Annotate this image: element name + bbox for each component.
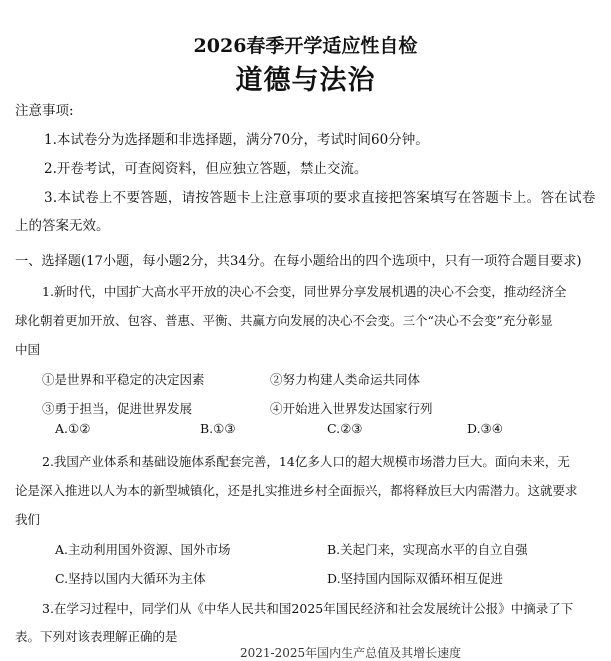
q3-stem-line-2: 表。下列对该表理解正确的是 bbox=[15, 629, 178, 644]
notice-item-3: 3.本试卷上不要答题，请按答题卡上注意事项的要求直接把答案填写在答题卡上。答在试卷 bbox=[44, 190, 596, 206]
q1-stem-line-2: 球化朝着更加开放、包容、普惠、平衡、共赢方向发展的决心不会变。三个“决心不会变”充分彰显 bbox=[15, 313, 553, 328]
q1-statement-2: ②努力构建人类命运共同体 bbox=[270, 372, 421, 387]
subject-title: 道德与法治 bbox=[235, 65, 376, 96]
q1-statement-4: ④开始进入世界发达国家行列 bbox=[270, 401, 433, 416]
notice-item-3-cont: 上的答案无效。 bbox=[15, 218, 110, 234]
q1-stem-line-1: 1.新时代，中国扩大高水平开放的决心不会变，同世界分享发展机遇的决心不会变，推动经济全 bbox=[42, 284, 567, 299]
notice-item-1: 1.本试卷分为选择题和非选择题，满分70分，考试时间60分钟。 bbox=[44, 132, 429, 148]
q2-option-b: B.关起门来，实现高水平的自立自强 bbox=[327, 542, 528, 557]
q2-option-a: A.主动利用国外资源、国外市场 bbox=[55, 542, 231, 557]
q1-option-a: A.①② bbox=[55, 421, 91, 436]
q1-stem-line-3: 中国 bbox=[15, 342, 41, 357]
q1-option-b: B.①③ bbox=[200, 421, 236, 436]
q1-statement-3: ③勇于担当，促进世界发展 bbox=[42, 401, 193, 416]
q2-stem-line-3: 我们 bbox=[15, 512, 41, 527]
q2-option-c: C.坚持以国内大循环为主体 bbox=[55, 571, 206, 586]
q2-stem-line-2: 论是深入推进以人为本的新型城镇化，还是扎实推进乡村全面振兴，都将释放巨大内需潜力。这就要求 bbox=[15, 483, 578, 498]
q2-option-d: D.坚持国内国际双循环相互促进 bbox=[327, 571, 504, 586]
notice-item-2: 2.开卷考试，可查阅资料，但应独立答题，禁止交流。 bbox=[44, 161, 368, 177]
q1-option-d: D.③④ bbox=[467, 421, 503, 436]
table-title-cut-off: 2021-2025年国内生产总值及其增长速度 bbox=[240, 646, 462, 660]
q1-option-c: C.②③ bbox=[327, 421, 363, 436]
q2-stem-line-1: 2.我国产业体系和基础设施体系配套完善，14亿多人口的超大规模市场潜力巨大。面向未来，无 bbox=[42, 454, 570, 469]
q3-stem-line-1: 3.在学习过程中，同学们从《中华人民共和国2025年国民经济和社会发展统计公报》中摘录了下 bbox=[42, 601, 574, 616]
section-heading: 一、选择题(17小题，每小题2分，共34分。在每小题给出的四个选项中，只有一项符合题目要求) bbox=[15, 254, 582, 269]
exam-title: 2026春季开学适应性自检 bbox=[193, 35, 418, 57]
q1-statement-1: ①是世界和平稳定的决定因素 bbox=[42, 372, 205, 387]
notice-heading: 注意事项: bbox=[15, 103, 74, 119]
